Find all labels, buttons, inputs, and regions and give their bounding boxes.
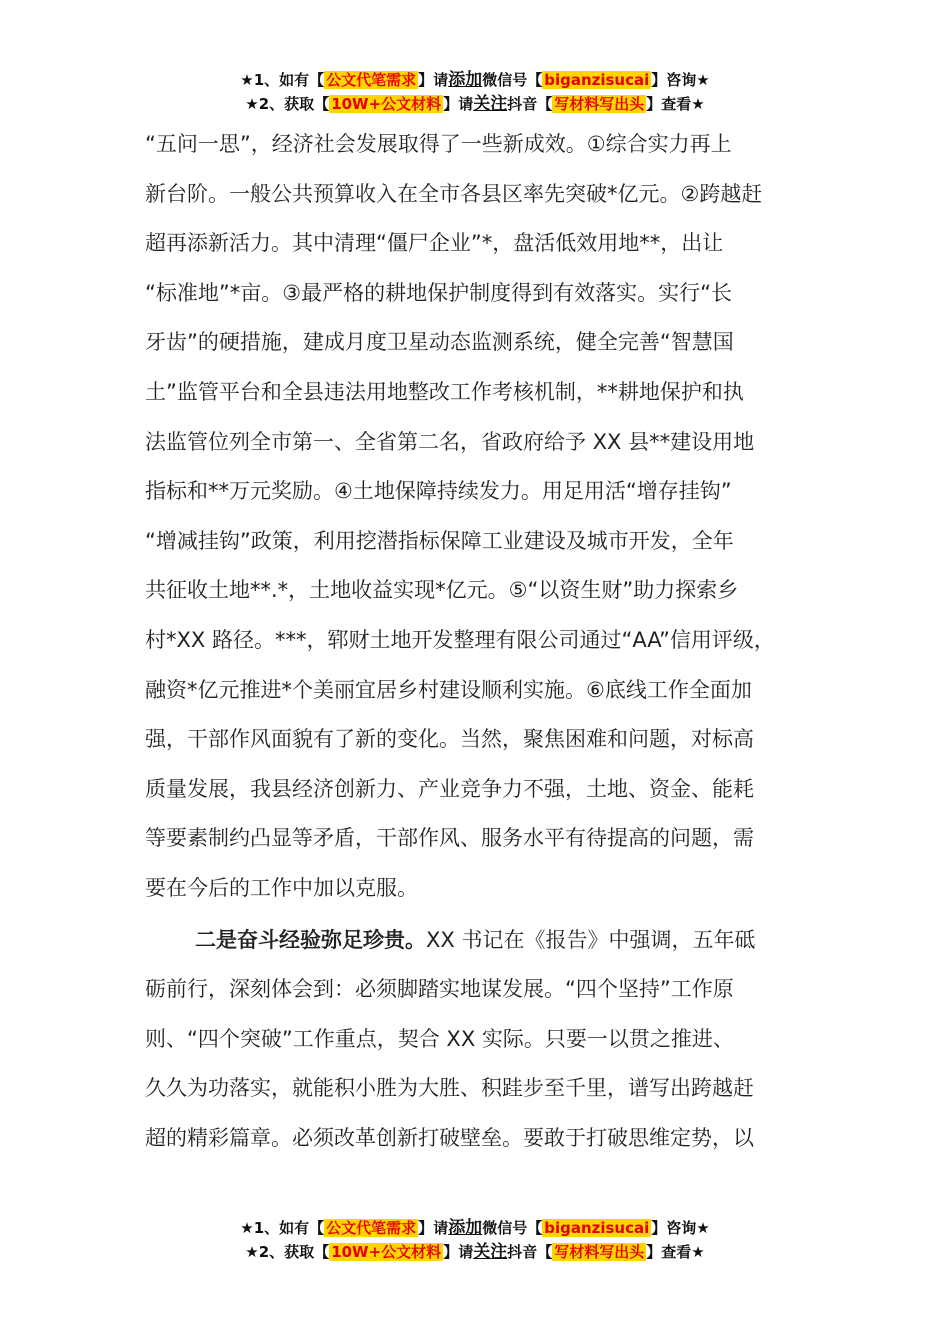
- banner-underlined: 关注: [473, 94, 508, 114]
- banner-wechat-id: biganzisucai: [544, 71, 650, 89]
- banner-text: ★1、如有【: [240, 1219, 325, 1237]
- banner-underlined: 添加: [448, 1218, 483, 1238]
- banner-text: 】请: [443, 95, 474, 113]
- banner-text: 】请: [443, 1243, 474, 1261]
- banner-text: 微信号【: [482, 1219, 543, 1237]
- body-line: 砺前行，深刻体会到：必须脚踏实地谋发展。“四个坚持”工作原: [145, 977, 734, 1002]
- body-line: 要在今后的工作中加以克服。: [145, 875, 418, 900]
- banner-line-2: [0, 92, 950, 116]
- body-line: 土”监管平台和全县违法用地整改工作考核机制，**耕地保护和执: [145, 379, 744, 404]
- body-line: 久久为功落实，就能积小胜为大胜、积跬步至千里，谱写出跨越赶: [145, 1076, 754, 1101]
- body-line: 指标和**万元奖励。④土地保障持续发力。用足用活“增存挂钩”: [145, 479, 732, 504]
- body-line-fragment: XX 书记在《报告》中强调，五年砥: [426, 927, 756, 952]
- body-line: 质量发展，我县经济创新力、产业竞争力不强，土地、资金、能耗: [145, 776, 754, 801]
- banner-text: 微信号【: [482, 71, 543, 89]
- banner-douyin-id: 写材料写出头: [554, 95, 645, 113]
- body-line: 牙齿”的硬措施，建成月度卫星动态监测系统，健全完善“智慧国: [145, 330, 734, 355]
- body-line: “五问一思”，经济社会发展取得了一些新成效。①综合实力再上: [145, 132, 732, 156]
- body-line: 等要素制约凸显等矛盾，干部作风、服务水平有待提高的问题，需: [145, 826, 754, 851]
- body-line: “标准地”*亩。③最严格的耕地保护制度得到有效落实。实行“长: [145, 280, 732, 305]
- banner-text: ★2、获取【: [245, 95, 330, 113]
- banner-underlined: 关注: [473, 1242, 508, 1262]
- banner-line-2: [0, 1240, 950, 1264]
- banner-line-1: [0, 1216, 950, 1240]
- banner-text: 】咨询★: [651, 71, 710, 89]
- body-line: 则、“四个突破”工作重点，契合 XX 实际。只要一以贯之推进、: [145, 1026, 734, 1051]
- body-line: 超再添新活力。其中清理“僵尸企业”*，盘活低效用地**，出让: [145, 231, 724, 256]
- banner-text: ★2、获取【: [245, 1243, 330, 1261]
- banner-text: 】咨询★: [651, 1219, 710, 1237]
- body-line: “增减挂钩”政策，利用挖潜指标保障工业建设及城市开发，全年: [145, 528, 734, 553]
- body-line: 村*XX 路径。***，郓财土地开发整理有限公司通过“AA”信用评级，: [145, 627, 775, 652]
- paragraph-2-heading: 二是奋斗经验弥足珍贵。: [195, 927, 426, 952]
- banner-text: 】请: [418, 1219, 449, 1237]
- banner-line-1: [0, 68, 950, 92]
- banner-wechat-id: biganzisucai: [544, 1219, 650, 1237]
- banner-text: 抖音【: [507, 1243, 553, 1261]
- banner-douyin-id: 写材料写出头: [554, 1243, 645, 1261]
- banner-underlined: 添加: [448, 70, 483, 90]
- paragraph-2-first-line: [145, 916, 825, 966]
- banner-highlight: 10W+公文材料: [331, 1243, 442, 1261]
- banner-highlight: 10W+公文材料: [331, 95, 442, 113]
- banner-text: 】请: [418, 71, 449, 89]
- bottom-banner: [0, 1216, 950, 1264]
- banner-highlight: 公文代笔需求: [326, 1219, 417, 1237]
- body-line: 共征收土地**.*，土地收益实现*亿元。⑤“以资生财”助力探索乡: [145, 578, 739, 603]
- banner-text: 抖音【: [507, 95, 553, 113]
- body-line: 法监管位列全市第一、全省第二名，省政府给予 XX 县**建设用地: [145, 429, 755, 454]
- banner-text: ★1、如有【: [240, 71, 325, 89]
- body-line: 强，干部作风面貌有了新的变化。当然，聚焦困难和问题，对标高: [145, 727, 754, 752]
- banner-text: 】查看★: [646, 1243, 705, 1261]
- body-line: 融资*亿元推进*个美丽宜居乡村建设顺利实施。⑥底线工作全面加: [145, 677, 752, 702]
- banner-text: 】查看★: [646, 95, 705, 113]
- top-banner: [0, 68, 950, 116]
- body-line: 新台阶。一般公共预算收入在全市各县区率先突破*亿元。②跨越赶: [145, 181, 763, 206]
- document-body: [145, 120, 825, 1163]
- body-line: 超的精彩篇章。必须改革创新打破壁垒。要敢于打破思维定势，以: [145, 1125, 754, 1150]
- banner-highlight: 公文代笔需求: [326, 71, 417, 89]
